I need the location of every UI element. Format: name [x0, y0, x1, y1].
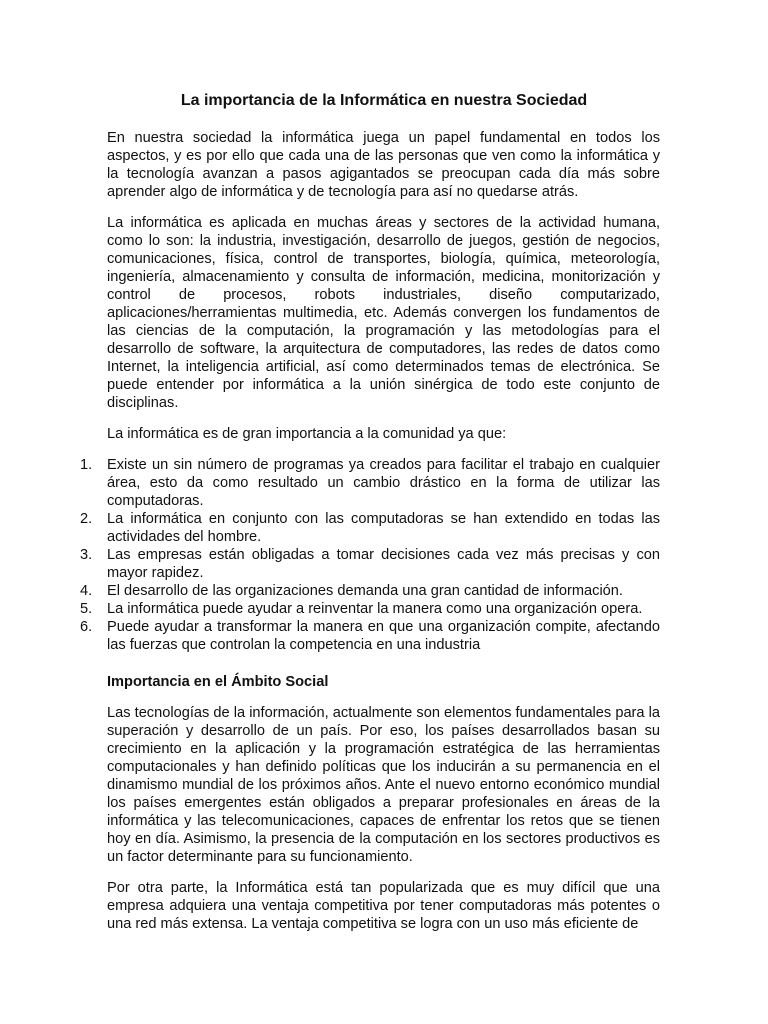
list-number: 4.: [80, 583, 93, 599]
page-title: La importancia de la Informática en nuestra Sociedad: [180, 92, 588, 109]
list-number: 6.: [80, 619, 93, 635]
list-item-text: Las empresas están obligadas a tomar decisiones cada vez más precisas y con mayor rapidez.: [107, 547, 660, 581]
list-item-text: Puede ayudar a transformar la manera en que una organización compite, afectando las fuerzas que controlan la competencia en una industria: [107, 619, 660, 653]
list-item-text: La informática en conjunto con las computadoras se han extendido en todas las actividades del hombre.: [107, 511, 660, 545]
list-item: [80, 456, 660, 510]
list-number: 3.: [80, 547, 93, 563]
list-item-text: Existe un sin número de programas ya creados para facilitar el trabajo en cualquier área, esto da como resultado un cambio drástico en la forma de utilizar las computadoras.: [107, 457, 660, 509]
list-item: [80, 546, 660, 582]
list-item: [80, 510, 660, 546]
list-item: [80, 600, 660, 618]
list-number: 5.: [80, 601, 93, 617]
list-number: 1.: [80, 457, 93, 473]
list-item-text: La informática puede ayudar a reinventar la manera como una organización opera.: [107, 601, 643, 617]
paragraph-competitive: Por otra parte, la Informática está tan popularizada que es muy difícil que una empresa adquiera una ventaja competitiva por tener computadoras más potentes o una red más extensa. La ventaja competitiva se logra con un uso más eficiente de: [107, 880, 660, 932]
paragraph-intro: En nuestra sociedad la informática juega un papel fundamental en todos los aspectos, y es por ello que cada una de las personas que ven como la informática y la tecnología avanzan a pasos agigantados se preocupan cada día más sobre aprender algo de informática y de tecnología para así no quedarse atrás.: [107, 130, 660, 200]
paragraph-social: Las tecnologías de la información, actualmente son elementos fundamentales para la superación y desarrollo de un país. Por eso, los países desarrollados basan su crecimiento en la aplicación y la programación estratégica de las herramientas computacionales y han definido políticas que los inducirán a su permanencia en el dinamismo mundial de los próximos años. Ante el nuevo entorno económico mundial los países emergentes están obligados a preparar profesionales en áreas de la informática y las telecomunicaciones, capaces de enfrentar los retos que se tienen hoy en día. Asimismo, la presencia de la computación en los sectores productivos es un factor determinante para su funcionamiento.: [107, 705, 660, 865]
paragraph-list-intro: La informática es de gran importancia a la comunidad ya que:: [107, 426, 507, 442]
list-item: [80, 582, 660, 600]
section-heading: Importancia en el Ámbito Social: [107, 674, 329, 690]
paragraph-areas: La informática es aplicada en muchas áreas y sectores de la actividad humana, como lo son: la industria, investigación, desarrollo de juegos, gestión de negocios, comunicaciones, física, control de transportes, biología, química, meteorología, ingeniería, almacenamiento y consulta de información, medicina, monitorización y control de procesos, robots industriales, diseño computarizado, aplicaciones/herramientas multimedia, etc. Además convergen los fundamentos de las ciencias de la computación, la programación y las metodologías para el desarrollo de software, la arquitectura de computadores, las redes de datos como Internet, la inteligencia artificial, así como determinados temas de electrónica. Se puede entender por informática a la unión sinérgica de todo este conjunto de disciplinas.: [107, 215, 660, 411]
list-number: 2.: [80, 511, 93, 527]
list-item-text: El desarrollo de las organizaciones demanda una gran cantidad de información.: [107, 583, 623, 599]
importance-list: [80, 456, 660, 654]
document-body: [80, 129, 660, 946]
list-item: [80, 618, 660, 654]
